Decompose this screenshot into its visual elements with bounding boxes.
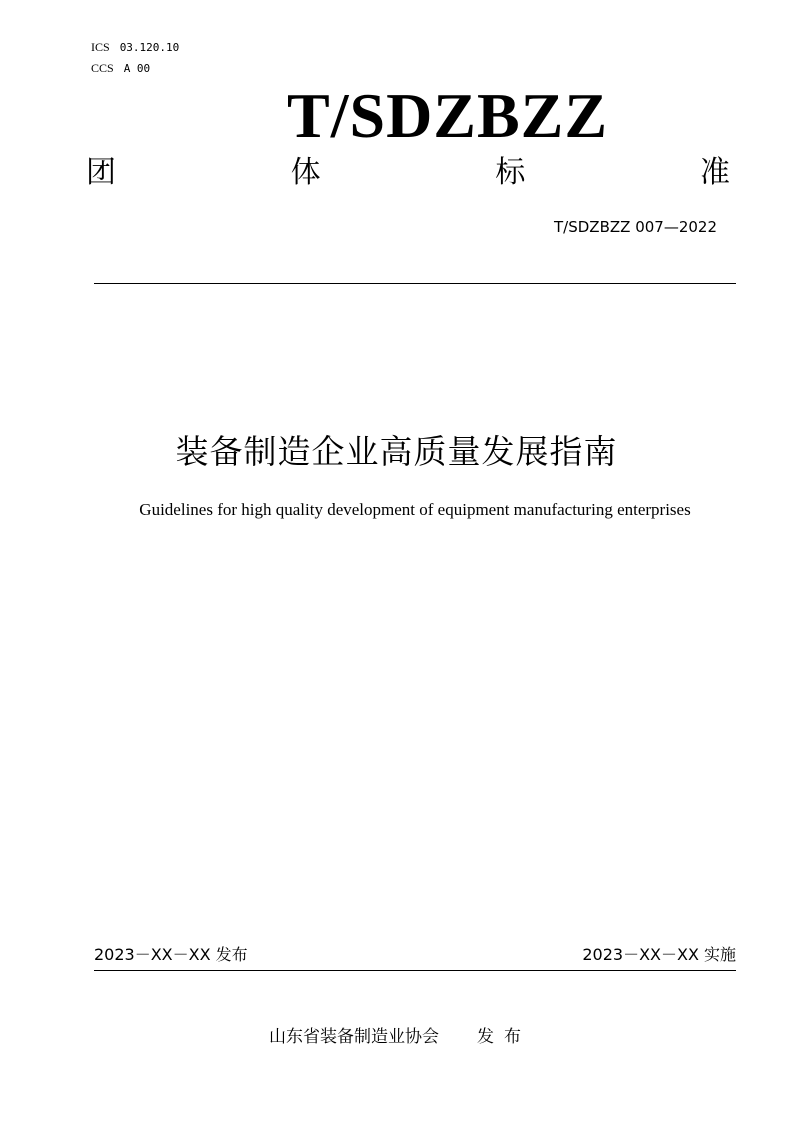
issuer-name: 山东省装备制造业协会	[269, 1027, 439, 1047]
ccs-code	[91, 61, 150, 76]
standard-code-large: T/SDZBZZ	[287, 80, 609, 151]
title-chinese: 装备制造企业高质量发展指南	[175, 432, 618, 471]
standard-number: T/SDZBZZ 007—2022	[554, 218, 717, 236]
ccs-value: A 00	[123, 62, 151, 75]
issuer-action: 发布	[477, 1027, 531, 1047]
standard-type-char-1: 团	[86, 155, 116, 190]
ics-code	[91, 40, 179, 55]
standard-type-char-4: 准	[699, 155, 730, 190]
ics-value: 03.120.10	[119, 41, 180, 54]
standard-type-char-2: 体	[290, 155, 321, 190]
ccs-label: CCS	[91, 61, 114, 75]
implementation-date: 2023－XX－XX 实施	[582, 945, 736, 964]
standard-type-heading	[86, 151, 730, 195]
top-divider	[94, 283, 736, 284]
standard-type-char-3: 标	[495, 155, 526, 190]
ics-label: ICS	[91, 40, 110, 54]
title-english: Guidelines for high quality development of equipment manufacturing enterprises	[139, 500, 691, 519]
release-date: 2023－XX－XX 发布	[94, 945, 248, 964]
issuer-line	[269, 1025, 531, 1049]
bottom-divider	[94, 970, 736, 971]
